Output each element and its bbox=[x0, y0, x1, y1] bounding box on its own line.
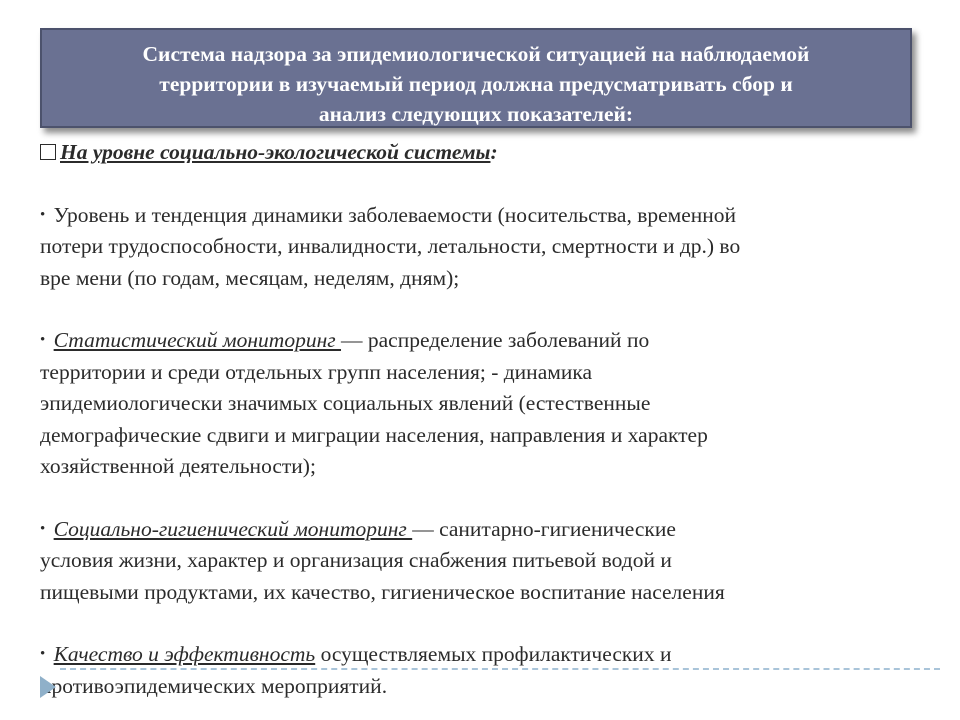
item-line: хозяйственной деятельности); bbox=[40, 454, 316, 478]
item-term: Социально-гигиенический мониторинг bbox=[53, 516, 413, 541]
item-first-rest: — санитарно-гигиенические bbox=[412, 516, 676, 541]
item-line: противоэпидемических мероприятий. bbox=[40, 673, 388, 698]
bullet-icon: • bbox=[40, 332, 46, 348]
decorative-divider bbox=[60, 668, 940, 670]
item-term: Качество и эффективность bbox=[53, 642, 316, 666]
section-heading bbox=[40, 137, 920, 169]
item-line: условия жизни, характер и организация снабжения питьевой водой и bbox=[40, 548, 672, 572]
checkbox-icon bbox=[40, 144, 56, 160]
list-item bbox=[40, 200, 920, 295]
item-line: пищевыми продуктами, их качество, гигиеническое воспитание населения bbox=[40, 579, 725, 604]
item-line: территории и среди отдельных групп населения; - динамика bbox=[40, 359, 593, 384]
section-heading-suffix: : bbox=[490, 140, 498, 164]
content bbox=[40, 137, 920, 702]
bullet-icon: • bbox=[40, 206, 46, 223]
title-box bbox=[40, 28, 912, 128]
title-line-1: Система надзора за эпидемиологической ситуацией на наблюдаемой bbox=[142, 42, 810, 66]
item-first-rest: осуществляемых профилактических и bbox=[315, 642, 672, 666]
item-term: Статистический мониторинг bbox=[53, 328, 342, 352]
section-heading-label: На уровне социально-экологической системы bbox=[60, 140, 491, 164]
triangle-arrow-icon bbox=[40, 676, 56, 698]
item-line: демографические сдвиги и миграции населения, направления и характер bbox=[40, 422, 708, 447]
bullet-icon: • bbox=[40, 646, 46, 662]
title-line-3: анализ следующих показателей: bbox=[318, 102, 634, 126]
item-line: эпидемиологически значимых социальных явлений (естественные bbox=[40, 391, 651, 415]
item-first-rest: — распределение заболеваний по bbox=[341, 328, 650, 352]
title-line-2: территории в изучаемый период должна предусматривать сбор и bbox=[159, 72, 793, 96]
item-line: потери трудоспособности, инвалидности, летальности, смертности и др.) во bbox=[40, 234, 741, 258]
item-line: вре мени (по годам, месяцам, неделям, дням); bbox=[40, 265, 460, 290]
list-item bbox=[40, 514, 920, 609]
bullet-icon: • bbox=[40, 520, 46, 537]
list-item bbox=[40, 639, 920, 702]
item-line: Уровень и тенденция динамики заболеваемости (носительства, временной bbox=[53, 202, 737, 227]
list-item bbox=[40, 325, 920, 483]
